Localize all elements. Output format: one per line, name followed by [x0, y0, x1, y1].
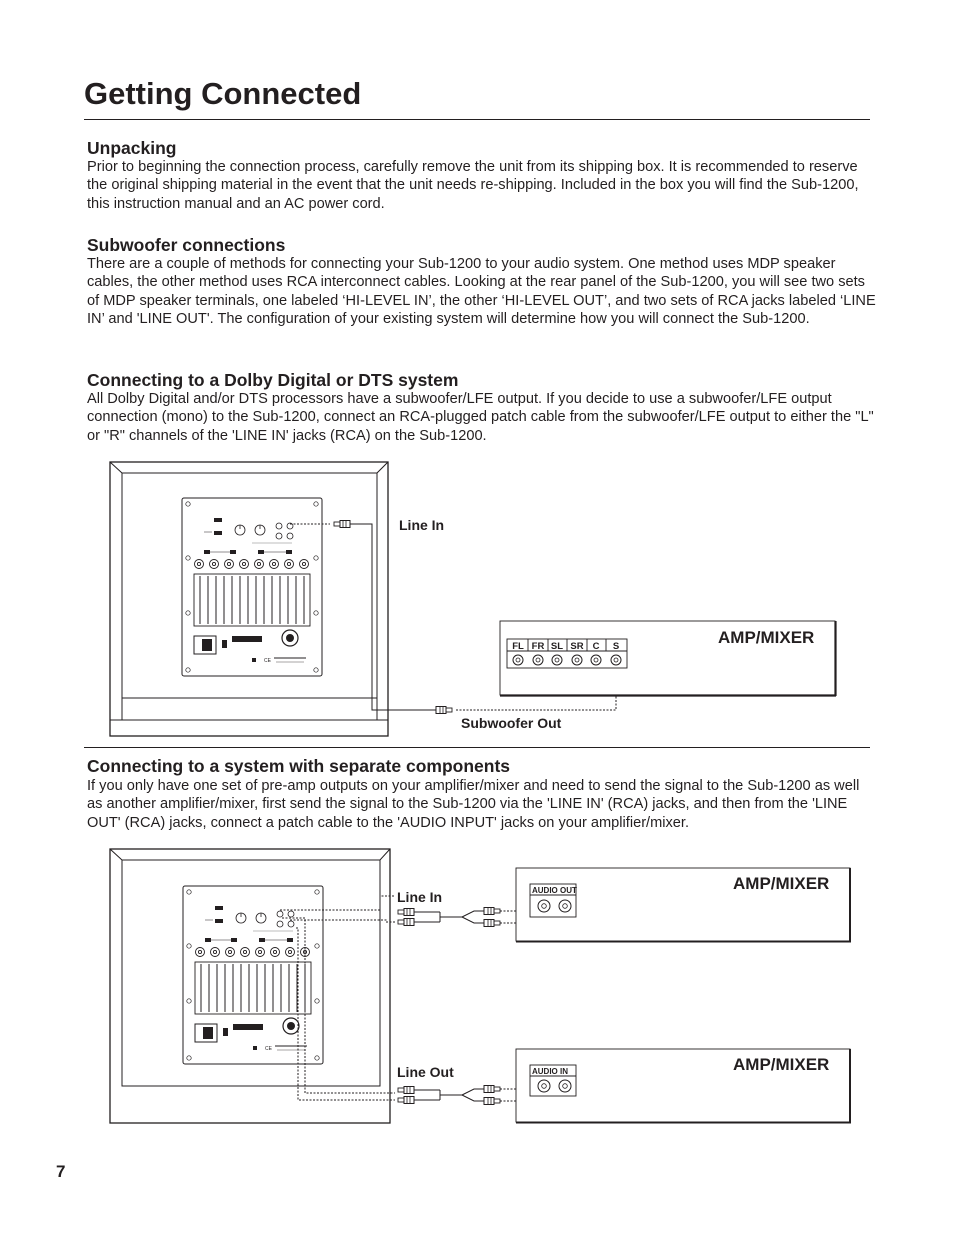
channel-label: SR	[570, 641, 584, 652]
amp-mixer-2-label: AMP/MIXER	[733, 1055, 830, 1074]
diagram-separate	[110, 849, 851, 1123]
line-in-label: Line In	[399, 517, 445, 533]
line-in-label-2: Line In	[397, 889, 443, 905]
page-title: Getting Connected	[84, 76, 362, 111]
amp-mixer-label: AMP/MIXER	[718, 628, 815, 647]
separate-text: If you only have one set of pre-amp outputs on your amplifier/mixer and need to send the signal to the Sub-1200 as well as another amplifier/mixer, first send the signal to the Sub-1200 via the 'LINE IN' (RCA) jacks, and then from the 'LINE OUT' (RCA) jacks, connect a patch cable to the 'AUDIO INPUT' jacks on your amplifier/mixer.	[87, 778, 860, 831]
dolby-heading: Connecting to a Dolby Digital or DTS system	[87, 370, 459, 390]
unpacking-heading: Unpacking	[87, 138, 177, 158]
audio-out-label: AUDIO OUT	[532, 886, 577, 895]
channel-label: FR	[531, 641, 545, 652]
subwoofer-out-label: Subwoofer Out	[461, 715, 562, 731]
dolby-text: All Dolby Digital and/or DTS processors have a subwoofer/LFE output. If you decide to use a subwoofer/LFE output connection (mono) to the Sub-1200, connect an RCA-plugged patch cable from the subwoofer/LFE output to either the "L" or "R" channels of the 'LINE IN' jacks (RCA) on the Sub-1200.	[87, 391, 874, 444]
channel-label: S	[612, 641, 620, 652]
line-out-label: Line Out	[397, 1064, 454, 1080]
channel-label: C	[592, 641, 600, 652]
channel-label: FL	[512, 641, 524, 652]
subwoofer-heading: Subwoofer connections	[87, 235, 286, 255]
subwoofer-text: There are a couple of methods for connecting your Sub-1200 to your audio system. One method uses MDP speaker cables, the other method uses RCA interconnect cables. Looking at the rear panel of the Sub-1200, you will see two sets of MDP speaker terminals, one labeled ‘HI-LEVEL IN’, the other ‘HI-LEVEL OUT’, and two sets of RCA jacks labeled ‘LINE IN’ and 'LINE OUT'. The configuration of your existing system will determine how you will connect the Sub-1200.	[87, 256, 876, 328]
diagram-dolby	[110, 462, 836, 736]
audio-in-label: AUDIO IN	[532, 1067, 568, 1076]
page-number: 7	[56, 1162, 66, 1181]
separate-heading: Connecting to a system with separate components	[87, 756, 510, 776]
connection-diagrams: CE FL FR SL SR C S AMP/MIXER Line In Subwoofer Out AUDIO OUT AMP/MIXER AUDIO IN AMP/MIXER Line In Line Out	[0, 0, 954, 1235]
channel-label: SL	[550, 641, 564, 652]
unpacking-text: Prior to beginning the connection process, carefully remove the unit from its shipping box. It is recommended to reserve the original shipping material in the event that the unit needs re-shipping. Included in the box you will find the Sub-1200, this instruction manual and an AC power cord.	[87, 159, 859, 212]
amp-mixer-1-label: AMP/MIXER	[733, 874, 830, 893]
